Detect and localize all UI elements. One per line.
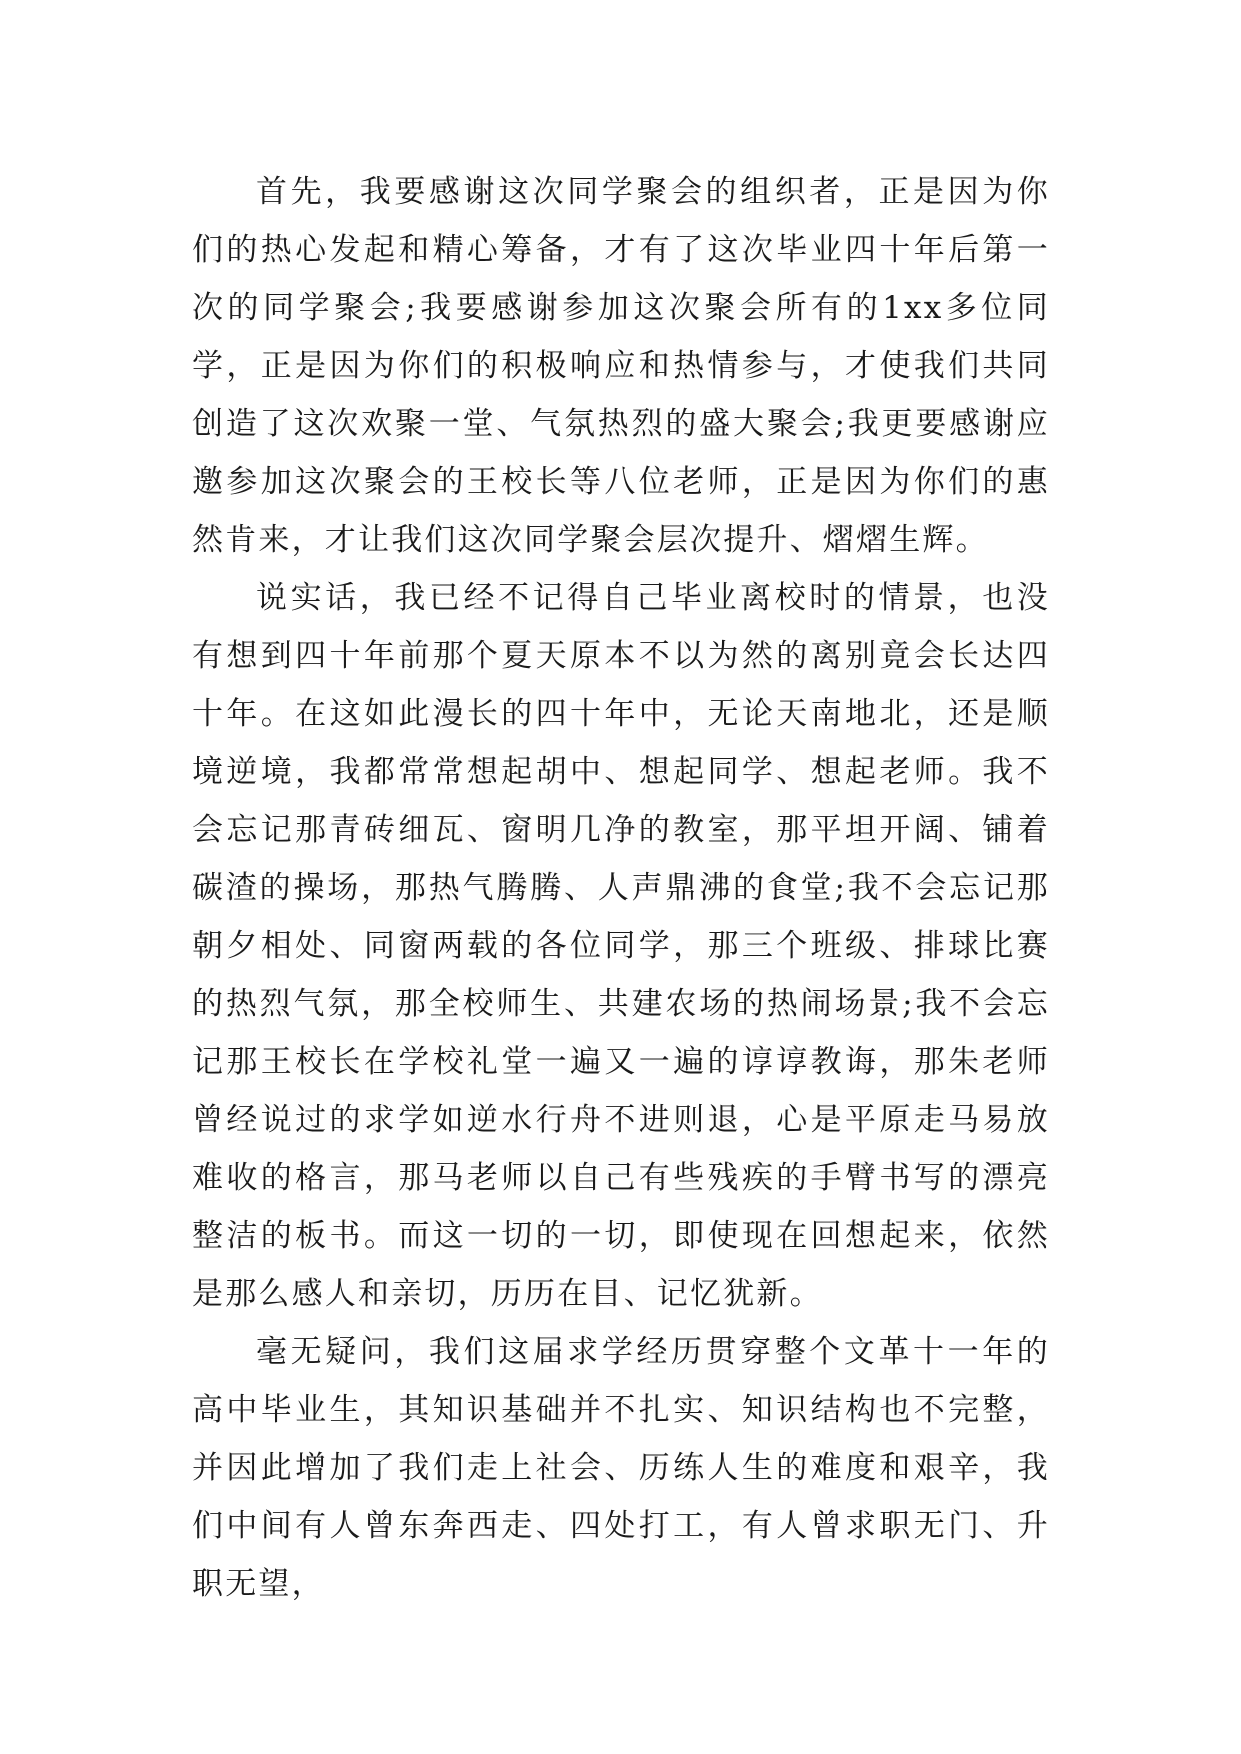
- document-body: [192, 163, 1050, 1613]
- paragraph-memories: 说实话，我已经不记得自己毕业离校时的情景，也没有想到四十年前那个夏天原本不以为然的离别竟会长达四十年。在这如此漫长的四十年中，无论天南地北，还是顺境逆境，我都常常想起胡中、想起同学、想起老师。我不会忘记那青砖细瓦、窗明几净的教室，那平坦开阔、铺着碳渣的操场，那热气腾腾、人声鼎沸的食堂;我不会忘记那朝夕相处、同窗两载的各位同学，那三个班级、排球比赛的热烈气氛，那全校师生、共建农场的热闹场景;我不会忘记那王校长在学校礼堂一遍又一遍的谆谆教诲，那朱老师曾经说过的求学如逆水行舟不进则退，心是平原走马易放难收的格言，那马老师以自己有些残疾的手臂书写的漂亮整洁的板书。而这一切的一切，即使现在回想起来，依然是那么感人和亲切，历历在目、记忆犹新。: [192, 580, 1050, 1312]
- paragraph-hardships: 毫无疑问，我们这届求学经历贯穿整个文革十一年的高中毕业生，其知识基础并不扎实、知识结构也不完整，并因此增加了我们走上社会、历练人生的难度和艰辛，我们中间有人曾东奔西走、四处打工，有人曾求职无门、升职无望，: [192, 1334, 1050, 1602]
- paragraph-thanks: 首先，我要感谢这次同学聚会的组织者，正是因为你们的热心发起和精心筹备，才有了这次毕业四十年后第一次的同学聚会;我要感谢参加这次聚会所有的1xx多位同学，正是因为你们的积极响应和热情参与，才使我们共同创造了这次欢聚一堂、气氛热烈的盛大聚会;我更要感谢应邀参加这次聚会的王校长等八位老师，正是因为你们的惠然肯来，才让我们这次同学聚会层次提升、熠熠生辉。: [192, 174, 1050, 558]
